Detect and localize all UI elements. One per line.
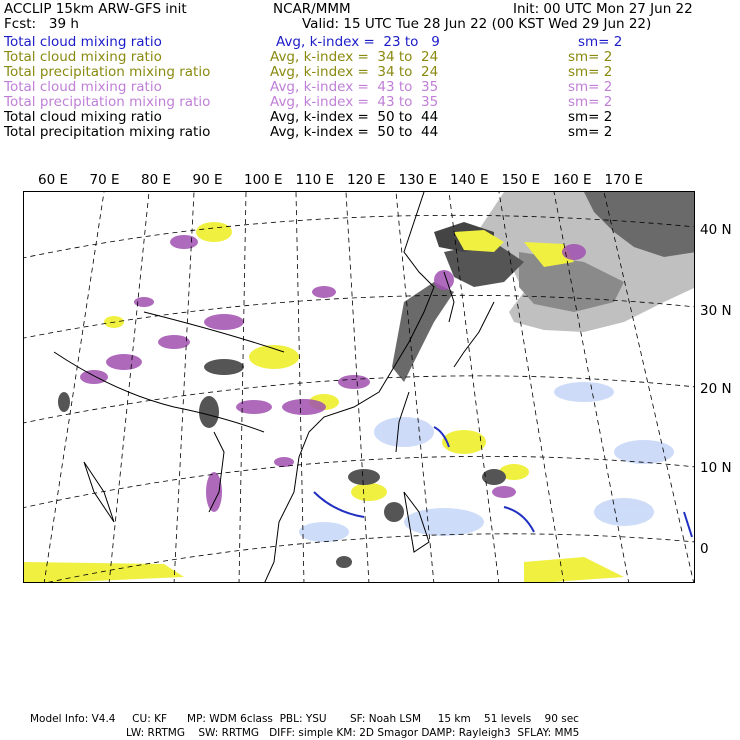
- longitude-tick-label: 60 E: [38, 172, 68, 188]
- model-title: ACCLIP 15km ARW-GFS init: [4, 1, 187, 17]
- longitude-tick-label: 130 E: [398, 172, 438, 188]
- longitude-tick-label: 170 E: [604, 172, 644, 188]
- institution-label: NCAR/MMM: [273, 1, 351, 17]
- valid-time: Valid: 15 UTC Tue 28 Jun 22 (00 KST Wed 29 Jun 22): [302, 16, 652, 32]
- legend-smoothing: sm= 2: [568, 49, 613, 65]
- latitude-tick-label: 10 N: [700, 460, 732, 476]
- legend-level-range: Avg, k-index = 34 to 24: [270, 64, 439, 80]
- latitude-tick-label: 30 N: [700, 303, 732, 319]
- init-time: Init: 00 UTC Mon 27 Jun 22: [513, 1, 693, 17]
- map-plot: [24, 192, 695, 583]
- legend-level-range: Avg, k-index = 50 to 44: [270, 109, 439, 125]
- legend-field-name: Total precipitation mixing ratio: [4, 124, 211, 140]
- legend-smoothing: sm= 2: [568, 64, 613, 80]
- legend-smoothing: sm= 2: [578, 34, 623, 50]
- legend-level-range: Avg, k-index = 34 to 24: [270, 49, 439, 65]
- latitude-tick-label: 0: [700, 541, 709, 557]
- longitude-tick-label: 90 E: [192, 172, 223, 188]
- longitude-tick-label: 150 E: [501, 172, 541, 188]
- legend-level-range: Avg, k-index = 43 to 35: [270, 94, 439, 110]
- model-info-line2: LW: RRTMG SW: RRTMG DIFF: simple KM: 2D Smagor DAMP: Rayleigh3 SFLAY: MM5: [126, 727, 580, 739]
- legend-smoothing: sm= 2: [568, 109, 613, 125]
- legend-level-range: Avg, k-index = 23 to 9: [276, 34, 440, 50]
- legend-field-name: Total precipitation mixing ratio: [4, 64, 211, 80]
- longitude-tick-label: 70 E: [89, 172, 120, 188]
- legend-field-name: Total cloud mixing ratio: [4, 79, 162, 95]
- forecast-hour: Fcst: 39 h: [4, 16, 79, 32]
- legend-smoothing: sm= 2: [568, 124, 613, 140]
- longitude-tick-label: 110 E: [295, 172, 335, 188]
- legend-field-name: Total cloud mixing ratio: [4, 109, 162, 125]
- legend-level-range: Avg, k-index = 43 to 35: [270, 79, 439, 95]
- latitude-tick-label: 40 N: [700, 222, 732, 238]
- longitude-tick-label: 80 E: [141, 172, 171, 188]
- longitude-tick-label: 140 E: [450, 172, 489, 188]
- legend-level-range: Avg, k-index = 50 to 44: [270, 124, 439, 140]
- legend-field-name: Total cloud mixing ratio: [4, 49, 162, 65]
- model-info-line1: Model Info: V4.4 CU: KF MP: WDM 6class PBL: YSU SF: Noah LSM 15 km 51 levels 90 sec: [30, 713, 579, 725]
- map-panel: [23, 191, 695, 583]
- longitude-tick-label: 160 E: [553, 172, 592, 188]
- legend-smoothing: sm= 2: [568, 94, 613, 110]
- legend-smoothing: sm= 2: [568, 79, 613, 95]
- longitude-tick-label: 100 E: [244, 172, 283, 188]
- longitude-tick-label: 120 E: [347, 172, 386, 188]
- latitude-tick-label: 20 N: [700, 381, 732, 397]
- legend-field-name: Total cloud mixing ratio: [4, 34, 162, 50]
- legend-field-name: Total precipitation mixing ratio: [4, 94, 211, 110]
